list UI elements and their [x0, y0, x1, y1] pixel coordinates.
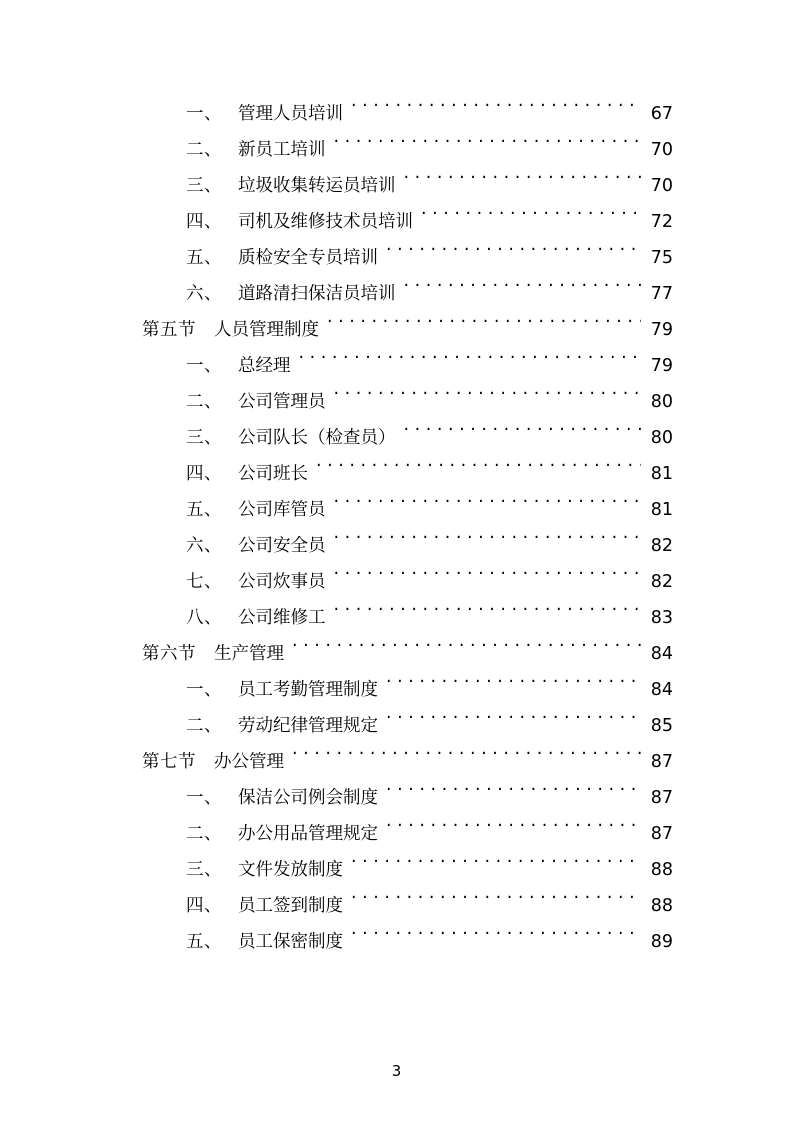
toc-entry-page-number: 89 — [650, 932, 673, 952]
toc-entry-page-number: 88 — [650, 860, 673, 880]
toc-entry-number: 三、 — [186, 176, 222, 196]
toc-entry-number: 二、 — [186, 824, 222, 844]
toc-entry-number: 第七节 — [142, 752, 196, 772]
toc-entry-title: 办公用品管理规定 — [238, 824, 378, 844]
toc-leader-dots — [404, 282, 642, 300]
toc-entry-number: 三、 — [186, 860, 222, 880]
toc-entry-title: 保洁公司例会制度 — [238, 788, 378, 808]
toc-entry-number: 一、 — [186, 680, 222, 700]
toc-entry-page-number: 88 — [650, 896, 673, 916]
toc-entry[interactable] — [120, 168, 673, 204]
toc-entry-title: 公司炊事员 — [238, 572, 326, 592]
toc-entry-title: 人员管理制度 — [214, 320, 319, 340]
toc-entry-label — [186, 672, 378, 708]
toc-entry-number: 三、 — [186, 428, 222, 448]
toc-entry-label — [186, 240, 378, 276]
toc-entry-page-number: 87 — [650, 752, 673, 772]
toc-leader-dots — [386, 678, 641, 696]
toc-entry-number: 二、 — [186, 716, 222, 736]
toc-entry-label — [142, 636, 284, 672]
toc-entry-label — [186, 420, 396, 456]
toc-entry[interactable] — [120, 276, 673, 312]
toc-entry-label — [186, 132, 326, 168]
toc-entry-title: 员工保密制度 — [238, 932, 343, 952]
toc-entry-label — [186, 600, 326, 636]
toc-leader-dots — [351, 858, 641, 876]
toc-leader-dots — [299, 354, 642, 372]
toc-entry-title: 道路清扫保洁员培训 — [238, 284, 396, 304]
toc-entry-number: 二、 — [186, 392, 222, 412]
toc-entry-label — [186, 888, 343, 924]
toc-entry-number: 八、 — [186, 608, 222, 628]
toc-entry-label — [186, 348, 291, 384]
toc-leader-dots — [386, 246, 641, 264]
toc-entry-page-number: 87 — [650, 788, 673, 808]
toc-entry-title: 公司管理员 — [238, 392, 326, 412]
toc-entry-number: 一、 — [186, 788, 222, 808]
toc-entry[interactable] — [120, 852, 673, 888]
toc-entry-title: 公司班长 — [238, 464, 308, 484]
toc-leader-dots — [334, 390, 642, 408]
toc-leader-dots — [351, 930, 641, 948]
toc-entry[interactable] — [120, 888, 673, 924]
toc-entry-page-number: 72 — [650, 212, 673, 232]
toc-leader-dots — [327, 318, 641, 336]
toc-entry[interactable] — [120, 708, 673, 744]
toc-entry-page-number: 80 — [650, 428, 673, 448]
toc-entry-label — [186, 528, 326, 564]
toc-entry-page-number: 80 — [650, 392, 673, 412]
toc-entry-number: 二、 — [186, 140, 222, 160]
toc-entry-label — [186, 96, 343, 132]
toc-leader-dots — [334, 606, 642, 624]
toc-entry[interactable] — [120, 420, 673, 456]
toc-entry-page-number: 79 — [650, 356, 673, 376]
toc-entry[interactable] — [120, 780, 673, 816]
toc-entry-title: 新员工培训 — [238, 140, 326, 160]
toc-entry-title: 办公管理 — [214, 752, 284, 772]
toc-entry-number: 第五节 — [142, 320, 196, 340]
toc-entry-number: 第六节 — [142, 644, 196, 664]
toc-entry-label — [186, 384, 326, 420]
toc-entry-label — [186, 780, 378, 816]
toc-entry[interactable] — [120, 96, 673, 132]
toc-entry[interactable] — [120, 600, 673, 636]
toc-entry-title: 司机及维修技术员培训 — [238, 212, 413, 232]
toc-entry-title: 质检安全专员培训 — [238, 248, 378, 268]
toc-entry-page-number: 81 — [650, 500, 673, 520]
toc-entry-page-number: 82 — [650, 572, 673, 592]
toc-entry-page-number: 81 — [650, 464, 673, 484]
toc-entry-number: 六、 — [186, 536, 222, 556]
toc-entry-number: 五、 — [186, 248, 222, 268]
toc-entry-page-number: 85 — [650, 716, 673, 736]
toc-entry-title: 总经理 — [238, 356, 291, 376]
toc-entry-title: 文件发放制度 — [238, 860, 343, 880]
toc-entry-label — [186, 204, 413, 240]
toc-entry-number: 一、 — [186, 104, 222, 124]
toc-entry-page-number: 79 — [650, 320, 673, 340]
toc-entry-page-number: 83 — [650, 608, 673, 628]
toc-entry-number: 五、 — [186, 500, 222, 520]
toc-entry-number: 四、 — [186, 212, 222, 232]
toc-leader-dots — [386, 822, 641, 840]
toc-entry[interactable] — [120, 672, 673, 708]
toc-entry-label — [186, 816, 378, 852]
toc-entry-title: 生产管理 — [214, 644, 284, 664]
toc-entry-page-number: 84 — [650, 680, 673, 700]
toc-entry-number: 七、 — [186, 572, 222, 592]
page-number-footer: 3 — [391, 1062, 402, 1080]
toc-entry-number: 五、 — [186, 932, 222, 952]
toc-leader-dots — [334, 570, 642, 588]
toc-entry-label — [186, 276, 396, 312]
toc-leader-dots — [351, 894, 641, 912]
toc-entry[interactable] — [120, 924, 673, 960]
toc-leader-dots — [386, 786, 641, 804]
toc-entry-page-number: 77 — [650, 284, 673, 304]
toc-entry[interactable] — [120, 564, 673, 600]
toc-leader-dots — [386, 714, 641, 732]
toc-entry-number: 一、 — [186, 356, 222, 376]
toc-entry-title: 公司安全员 — [238, 536, 326, 556]
toc-entry-title: 公司队长（检查员） — [238, 428, 396, 448]
toc-entry-title: 劳动纪律管理规定 — [238, 716, 378, 736]
toc-entry[interactable] — [120, 204, 673, 240]
toc-entry[interactable] — [120, 312, 673, 348]
toc-entry-title: 公司库管员 — [238, 500, 326, 520]
toc-entry-label — [186, 708, 378, 744]
toc-entry-label — [186, 168, 396, 204]
toc-entry-number: 四、 — [186, 464, 222, 484]
toc-entry[interactable] — [120, 240, 673, 276]
toc-entry[interactable] — [120, 348, 673, 384]
toc-entry-number: 四、 — [186, 896, 222, 916]
toc-entry[interactable] — [120, 528, 673, 564]
toc-entry[interactable] — [120, 384, 673, 420]
toc-entry-page-number: 70 — [650, 176, 673, 196]
toc-entry[interactable] — [120, 132, 673, 168]
toc-entry-title: 员工考勤管理制度 — [238, 680, 378, 700]
toc-leader-dots — [334, 498, 642, 516]
toc-entry[interactable] — [120, 816, 673, 852]
toc-entry-page-number: 70 — [650, 140, 673, 160]
toc-leader-dots — [404, 426, 642, 444]
toc-entry-label — [186, 492, 326, 528]
toc-entry-label — [142, 744, 284, 780]
toc-leader-dots — [316, 462, 641, 480]
toc-entry-page-number: 84 — [650, 644, 673, 664]
toc-leader-dots — [334, 138, 642, 156]
toc-entry-title: 管理人员培训 — [238, 104, 343, 124]
toc-entry-label — [186, 456, 308, 492]
toc-leader-dots — [292, 750, 641, 768]
toc-entry-title: 公司维修工 — [238, 608, 326, 628]
toc-entry-page-number: 82 — [650, 536, 673, 556]
toc-entry-page-number: 87 — [650, 824, 673, 844]
toc-entry-label — [186, 564, 326, 600]
toc-entry-page-number: 75 — [650, 248, 673, 268]
toc-leader-dots — [334, 534, 642, 552]
toc-entry-title: 员工签到制度 — [238, 896, 343, 916]
toc-entry-label — [186, 924, 343, 960]
toc-entry[interactable] — [120, 456, 673, 492]
toc-entry[interactable] — [120, 744, 673, 780]
toc-leader-dots — [404, 174, 642, 192]
toc-entry-page-number: 67 — [650, 104, 673, 124]
toc-entry-label — [142, 312, 319, 348]
toc-leader-dots — [351, 102, 641, 120]
toc-entry-title: 垃圾收集转运员培训 — [238, 176, 396, 196]
toc-leader-dots — [421, 210, 641, 228]
toc-entry-label — [186, 852, 343, 888]
toc-entry[interactable] — [120, 636, 673, 672]
toc-entry[interactable] — [120, 492, 673, 528]
table-of-contents — [120, 96, 673, 960]
toc-entry-number: 六、 — [186, 284, 222, 304]
toc-leader-dots — [292, 642, 641, 660]
